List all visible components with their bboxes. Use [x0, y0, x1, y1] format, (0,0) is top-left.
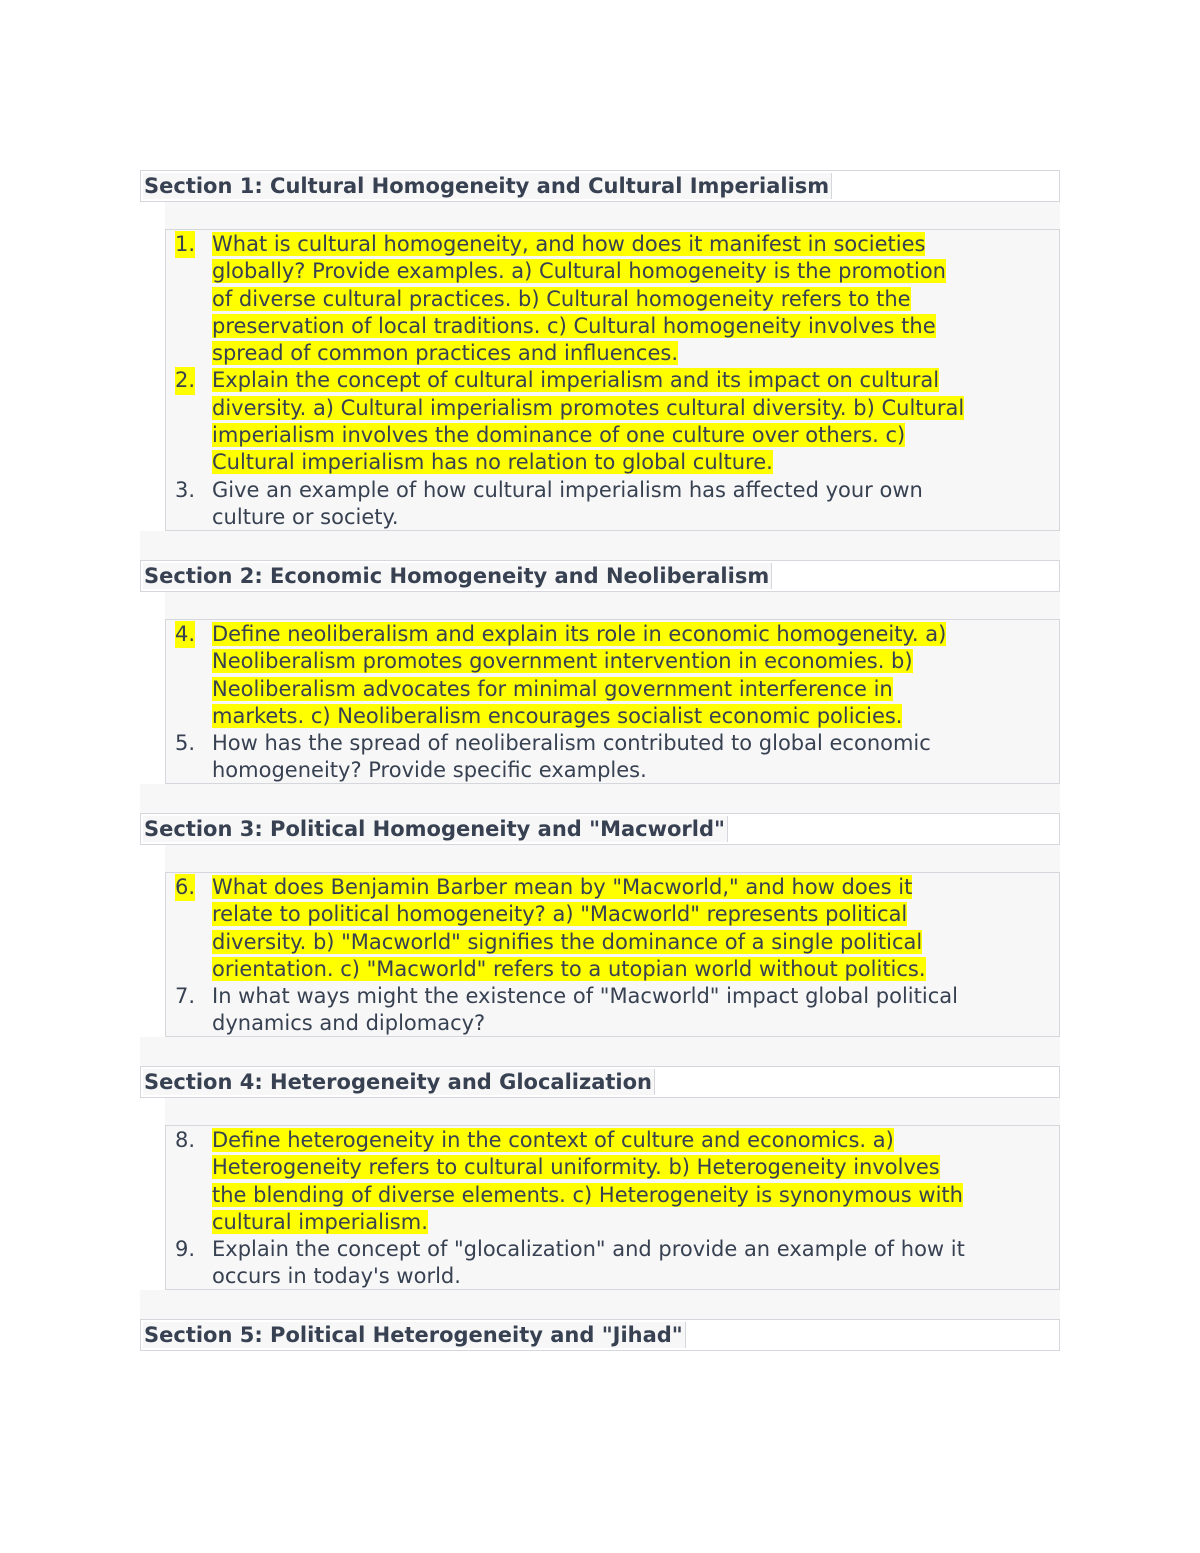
question-number: 8.: [175, 1128, 196, 1152]
question-item: [166, 874, 1059, 983]
question-item: [166, 367, 1059, 476]
question-text-line: markets. c) Neoliberalism encourages socialist economic policies.: [212, 703, 903, 728]
question-text-line: Neoliberalism promotes government intervention in economies. b): [212, 649, 913, 674]
question-text-line: globally? Provide examples. a) Cultural homogeneity is the promotion: [212, 259, 946, 284]
question-number: 5.: [175, 731, 196, 756]
question-text-line: dynamics and diplomacy?: [212, 1011, 486, 1036]
question-list-box: [165, 872, 1060, 1037]
question-item: [166, 231, 1059, 367]
question-item: [166, 983, 1059, 1038]
question-text-line: preservation of local traditions. c) Cultural homogeneity involves the: [212, 313, 936, 338]
section-title: Section 2: Economic Homogeneity and Neoliberalism: [143, 563, 772, 589]
question-list-box: [165, 1125, 1060, 1290]
question-text-line: How has the spread of neoliberalism contributed to global economic: [212, 731, 931, 756]
question-text-line: Cultural imperialism has no relation to global culture.: [212, 450, 773, 475]
section-title: Section 1: Cultural Homogeneity and Cultural Imperialism: [143, 173, 832, 199]
question-number: 6.: [175, 874, 195, 901]
question-text-line: culture or society.: [212, 504, 399, 529]
question-item: [166, 1127, 1059, 1236]
section-header: [140, 813, 1060, 845]
question-list-box: [165, 619, 1060, 784]
question-list: [166, 1126, 1059, 1291]
question-text-line: homogeneity? Provide specific examples.: [212, 758, 647, 783]
question-text-line: Heterogeneity refers to cultural uniformity. b) Heterogeneity involves: [212, 1155, 940, 1180]
question-number: 2.: [175, 367, 195, 394]
question-number: 4.: [175, 621, 195, 648]
question-list: [166, 620, 1059, 785]
question-text-line: Define neoliberalism and explain its role in economic homogeneity. a): [212, 622, 947, 646]
question-number: 9.: [175, 1237, 196, 1262]
question-item: [166, 730, 1059, 785]
question-list-box: [165, 229, 1060, 531]
question-text-line: Explain the concept of cultural imperialism and its impact on cultural: [212, 368, 940, 393]
question-text-line: spread of common practices and influences.: [212, 341, 678, 366]
question-text-line: Define heterogeneity in the context of culture and economics. a): [212, 1128, 894, 1152]
question-text-line: cultural imperialism.: [212, 1209, 428, 1234]
section-header: [140, 1319, 1060, 1351]
question-text-line: Explain the concept of "glocalization" and provide an example of how it: [212, 1237, 965, 1262]
question-number: 1.: [175, 231, 195, 258]
question-text-line: In what ways might the existence of "Macworld" impact global political: [212, 984, 958, 1009]
question-item: [166, 1236, 1059, 1291]
question-number: 3.: [175, 477, 196, 502]
question-text-line: diversity. a) Cultural imperialism promotes cultural diversity. b) Cultural: [212, 395, 965, 420]
question-list: [166, 873, 1059, 1038]
question-number: 7.: [175, 984, 196, 1009]
question-text-line: occurs in today's world.: [212, 1264, 461, 1289]
question-text-line: What is cultural homogeneity, and how does it manifest in societies: [212, 232, 926, 256]
question-text-line: What does Benjamin Barber mean by "Macworld," and how does it: [212, 875, 913, 899]
section-title: Section 3: Political Homogeneity and "Macworld": [143, 816, 728, 842]
question-item: [166, 477, 1059, 532]
section-title: Section 5: Political Heterogeneity and "Jihad": [143, 1322, 686, 1348]
question-list: [166, 230, 1059, 531]
section-header: [140, 1066, 1060, 1098]
question-text-line: orientation. c) "Macworld" refers to a utopian world without politics.: [212, 956, 926, 981]
question-text-line: diversity. b) "Macworld" signifies the dominance of a single political: [212, 929, 923, 954]
section-header: [140, 560, 1060, 592]
section-header: [140, 170, 1060, 202]
question-text-line: imperialism involves the dominance of one culture over others. c): [212, 423, 906, 448]
question-text-line: relate to political homogeneity? a) "Macworld" represents political: [212, 902, 908, 927]
question-text-line: Neoliberalism advocates for minimal government interference in: [212, 676, 893, 701]
question-text-line: the blending of diverse elements. c) Heterogeneity is synonymous with: [212, 1182, 963, 1207]
section-title: Section 4: Heterogeneity and Glocalization: [143, 1069, 655, 1095]
question-text-line: Give an example of how cultural imperialism has affected your own: [212, 477, 923, 502]
question-item: [166, 621, 1059, 730]
question-text-line: of diverse cultural practices. b) Cultural homogeneity refers to the: [212, 286, 911, 311]
